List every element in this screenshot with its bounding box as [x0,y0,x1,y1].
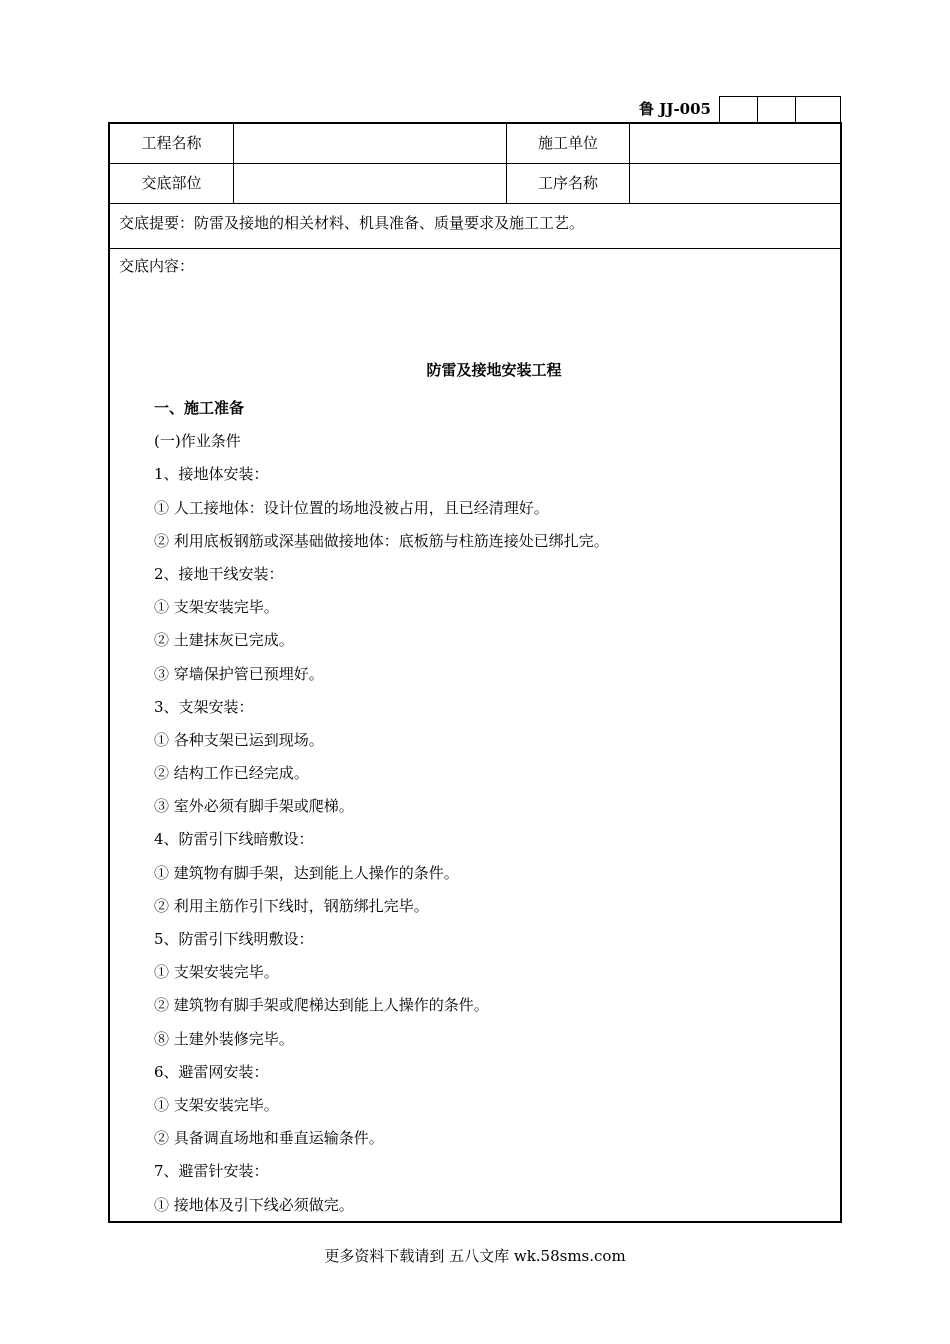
content-line: 3、支架安装： [154,697,254,716]
section-heading: 一、施工准备 [154,399,245,417]
code-box-1 [719,96,757,123]
code-box-3 [795,96,841,123]
content-line: ① 支架安装完毕。 [154,1095,279,1114]
code-box-2 [757,96,795,123]
content-line: ③ 穿墙保护管已预埋好。 [154,664,324,683]
content-line: 2、接地干线安装： [154,564,284,583]
construction-unit-label: 施工单位 [507,124,630,163]
content-line: ② 建筑物有脚手架或爬梯达到能上人操作的条件。 [154,996,489,1015]
disclosure-part-value [234,164,507,203]
project-name-value [234,124,507,163]
disclosure-part-label: 交底部位 [110,164,234,203]
form-code: 鲁 JJ-005 [639,100,711,118]
content-line: ⑧ 土建外装修完毕。 [154,1029,294,1048]
content-line: 4、防雷引下线暗敷设： [154,830,314,849]
process-name-label: 工序名称 [507,164,630,203]
content-line: 1、接地体安装： [154,465,269,484]
summary-text: 交底提要：防雷及接地的相关材料、机具准备、质量要求及施工工艺。 [119,214,585,232]
project-name-label: 工程名称 [110,124,234,163]
content-line: ① 支架安装完毕。 [154,963,279,982]
info-row-1 [110,124,840,164]
content-line: ② 结构工作已经完成。 [154,764,309,783]
process-name-value [630,164,840,203]
info-row-2 [110,164,840,204]
construction-unit-value [630,124,840,163]
content-line: (一)作业条件 [154,432,241,451]
content-line: ① 各种支架已运到现场。 [154,730,324,749]
content-line: 7、避雷针安装： [154,1162,269,1181]
content-label: 交底内容： [119,257,195,275]
content-line: ① 支架安装完毕。 [154,598,279,617]
content-line: ③ 室外必须有脚手架或爬梯。 [154,797,354,816]
content-line: ② 利用底板钢筋或深基础做接地体：底板筋与柱筋连接处已绑扎完。 [154,531,609,550]
content-line: 5、防雷引下线明敷设： [154,930,314,948]
content-lines [154,392,609,1222]
content-line: 6、避雷网安装： [154,1062,269,1081]
summary-row [110,204,840,249]
content-line: ① 接地体及引下线必须做完。 [154,1195,354,1214]
content-line: ① 建筑物有脚手架，达到能上人操作的条件。 [154,863,459,882]
content-line: ② 土建抹灰已完成。 [154,631,294,650]
content-line: ② 利用主筋作引下线时，钢筋绑扎完毕。 [154,896,429,915]
footer-text: 更多资料下载请到 五八文库 wk.58sms.com [324,1247,626,1265]
disclosure-form [108,122,842,1223]
form-code-row [629,96,841,123]
content-line: ② 具备调直场地和垂直运输条件。 [154,1129,384,1148]
content-line: ① 人工接地体：设计位置的场地没被占用，且已经清理好。 [154,498,549,517]
doc-title: 防雷及接地安装工程 [426,361,562,379]
